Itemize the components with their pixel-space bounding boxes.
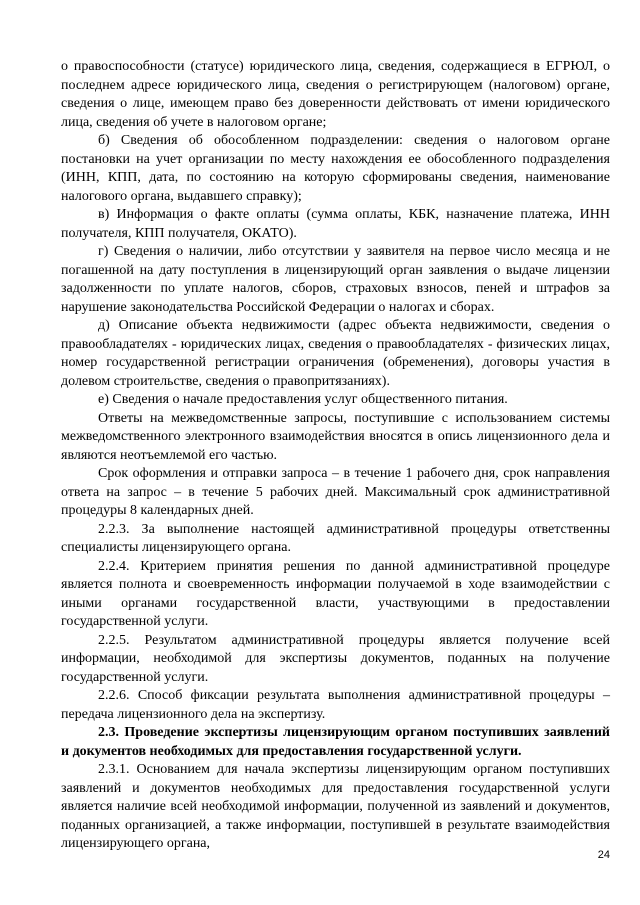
paragraph-d-real-estate-info: д) Описание объекта недвижимости (адрес объекта недвижимости, сведения о правообладателях - юридических лицах, сведения о правообладателях - физических лицах, номер государственной регистрации ограничения (обременения), договоры участия в долевом строительстве, сведения о правопритязаниях). <box>61 318 610 389</box>
document-body <box>61 58 610 854</box>
paragraph-2-2-6: 2.2.6. Способ фиксации результата выполнения административной процедуры – передача лицензионного дела на экспертизу. <box>61 688 610 722</box>
paragraph-b-branch-info: б) Сведения об обособленном подразделении: сведения о налоговом органе постановки на учет организации по месту нахождения ее обособленного подразделения (ИНН, КПП, дата, по состоянию на которую сформированы сведения, наименование налогового органа, выдавшего справку); <box>61 133 610 204</box>
section-heading-2-3: 2.3. Проведение экспертизы лицензирующим органом поступивших заявлений и документов необходимых для предоставления государственной услуги. <box>61 725 610 759</box>
paragraph-request-deadlines: Срок оформления и отправки запроса – в течение 1 рабочего дня, срок направления ответа на запрос – в течение 5 рабочих дней. Максимальный срок административной процедуры 8 календарных дней. <box>61 466 610 518</box>
paragraph-2-2-4: 2.2.4. Критерием принятия решения по данной административной процедуре является полнота и своевременность информации получаемой в ходе взаимодействии с иными органами государственной власти, участвующими в предоставлении государственной услуги. <box>61 558 610 629</box>
paragraph-e-catering-info: е) Сведения о начале предоставления услуг общественного питания. <box>98 392 508 407</box>
page-number: 24 <box>597 849 610 861</box>
paragraph-2-2-3: 2.2.3. За выполнение настоящей административной процедуры ответственны специалисты лицензирующего органа. <box>61 521 610 555</box>
paragraph-2-2-5: 2.2.5. Результатом административной процедуры является получение всей информации, необходимой для экспертизы документов, поданных на получение государственной услуги. <box>61 632 610 685</box>
paragraph-interagency-responses: Ответы на межведомственные запросы, поступившие с использованием системы межведомственного электронного взаимодействия вносятся в опись лицензионного дела и являются неотъемлемой его частью. <box>61 410 610 463</box>
paragraph-g-tax-debt-info: г) Сведения о наличии, либо отсутствии у заявителя на первое число месяца и не погашенной на дату поступления в лицензирующий орган заявления о выдаче лицензии задолженности по уплате налогов, сборов, страховых взносов, пеней и штрафов за нарушение законодательства Российской Федерации о налогах и сборах. <box>61 244 610 315</box>
paragraph-egrul-info: о правоспособности (статусе) юридического лица, сведения, содержащиеся в ЕГРЮЛ, о последнем адресе юридического лица, сведения о регистрирующем (налоговом) органе, сведения о лице, имеющем право без доверенности действовать от имени юридического лица, сведения об учете в налоговом органе; <box>61 59 610 130</box>
paragraph-2-3-1: 2.3.1. Основанием для начала экспертизы лицензирующим органом поступивших заявлений и документов необходимых для предоставления государственной услуги является наличие всей необходимой информации, полученной из заявлений и документов, поданных организацией, а также информации, поступившей в результате взаимодействия лицензирующего органа, <box>61 762 610 851</box>
paragraph-v-payment-info: в) Информация о факте оплаты (сумма оплаты, КБК, назначение платежа, ИНН получателя, КПП получателя, ОКАТО). <box>61 207 610 241</box>
